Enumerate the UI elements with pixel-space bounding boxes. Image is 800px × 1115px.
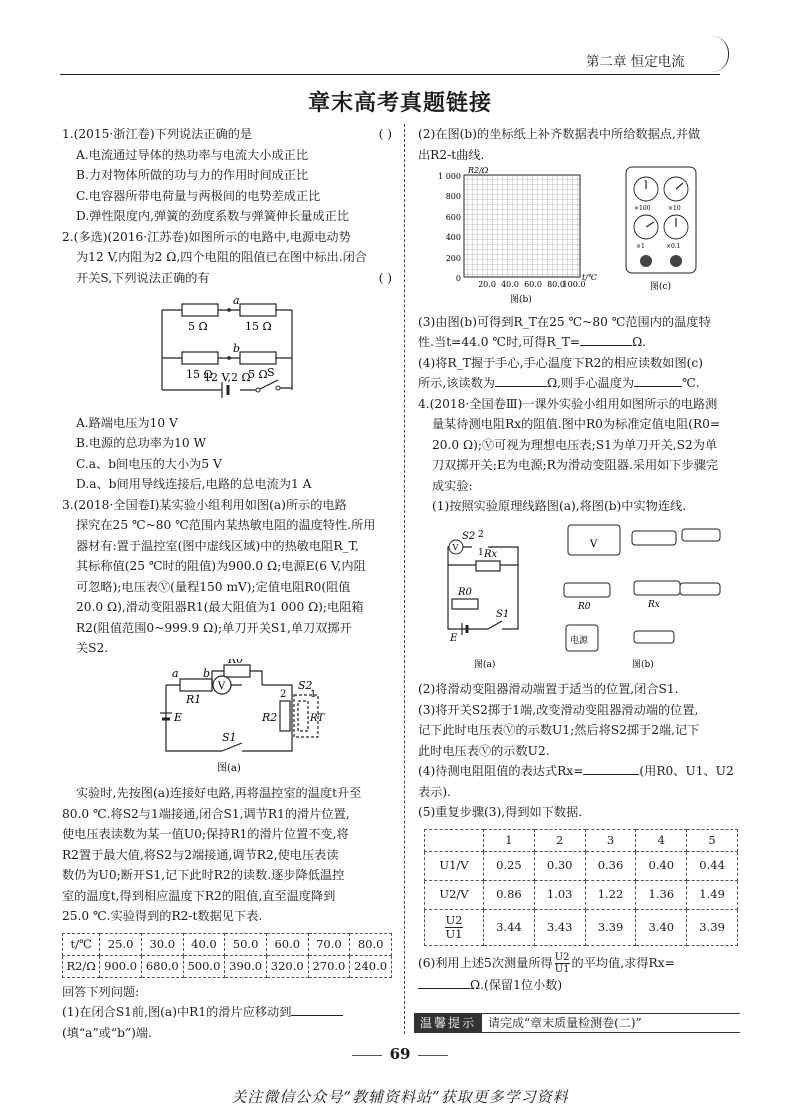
x-tick-label: 80.0: [547, 280, 565, 289]
column-divider: [404, 124, 405, 1034]
q4-stem: (1)按照实验原理线路图(a),将图(b)中实物连线.: [432, 499, 687, 513]
tip-label: 温馨提示: [414, 1014, 482, 1032]
resistor-device-icon: [564, 583, 610, 597]
switch-device-icon: [634, 631, 674, 643]
table-header: 3: [585, 829, 636, 851]
svg-text:R0: R0: [578, 601, 591, 612]
q3-body: 25.0 ℃.实验得到的R2-t数据见下表.: [62, 909, 263, 923]
svg-text:R2/Ω: R2/Ω: [468, 166, 489, 175]
q3-sub2: (2)在图(b)的坐标纸上补齐数据表中所给数据点,并做: [418, 127, 701, 141]
terminal-icon: [670, 255, 682, 267]
q3-body: 使电压表读数为某一值U0;保持R1的滑片位置不变,将: [62, 827, 349, 841]
svg-text:×0.1: ×0.1: [666, 243, 681, 250]
table-header: t/℃: [63, 933, 100, 955]
resistor-label: 5 Ω: [248, 368, 268, 381]
resistor-label: 15 Ω: [186, 368, 213, 381]
svg-text:2: 2: [280, 688, 287, 700]
svg-text:Rx: Rx: [484, 548, 498, 560]
fig-caption: 图(c): [650, 282, 672, 292]
source-label: 12 V,2 Ω: [204, 371, 251, 384]
q3-stem: 其标称值(25 ℃时的阻值)为900.0 Ω;电源E(6 V,内阻: [76, 559, 366, 573]
y-tick-label: 200: [445, 254, 461, 263]
tip-text: 请完成“章末质量检测卷(二)”: [488, 1016, 642, 1030]
q3-stem: 可忽略);电压表Ⓥ(量程150 mV);定值电阻R0(阻值: [76, 579, 351, 594]
svg-text:S2: S2: [462, 530, 476, 542]
y-tick-label: 400: [445, 233, 461, 242]
q3-sub3: 性.当t=44.0 ℃时,可得R_T= Ω.: [418, 332, 754, 353]
svg-text:1: 1: [478, 547, 484, 558]
svg-text:×1: ×1: [636, 243, 645, 250]
svg-text:R1: R1: [186, 692, 202, 706]
svg-text:1: 1: [310, 688, 317, 700]
q3-sub3: (3)由图(b)可得到R_T在25 ℃~80 ℃范围内的温度特: [418, 314, 711, 329]
right-column: [418, 124, 754, 995]
page-number: 69: [0, 1045, 800, 1063]
q2-option-c: C.a、b间电压的大小为5 V: [76, 456, 222, 471]
table-header: 2: [534, 829, 585, 851]
row-label: U1/V: [425, 851, 484, 880]
q3-stem: 20.0 Ω),滑动变阻器R1(最大阻值为1 000 Ω);电阻箱: [76, 600, 364, 614]
answer-blank[interactable]: [291, 1002, 343, 1016]
node-a: [227, 308, 231, 312]
q3-stem: 关S2.: [76, 641, 109, 655]
q1-option-a: A.电流通过导体的热功率与电流大小成正比: [76, 147, 309, 162]
label-a: a: [233, 294, 240, 307]
answer-blank[interactable]: [495, 373, 547, 387]
svg-text:S2: S2: [298, 678, 313, 692]
svg-text:S1: S1: [496, 608, 510, 620]
q4-step: (2)将滑动变阻器滑动端置于适当的位置,闭合S1.: [418, 682, 679, 696]
resistor-device-icon: [632, 531, 676, 545]
rheostat-device-icon: [680, 583, 720, 595]
q4-step: 记下此时电压表Ⓥ的示数U1;然后将S2掷于2端,记下: [418, 723, 700, 737]
svg-text:电源: 电源: [570, 635, 589, 646]
q4-circuit-figure: [418, 517, 754, 673]
switch-label: S: [267, 366, 275, 379]
q3-sub1: (填“a”或“b”)端.: [62, 1025, 152, 1040]
q2-stem: 2.(多选)(2016·江苏卷)如图所示的电路中,电源电动势: [62, 229, 351, 244]
q1-option-b: B.力对物体所做的功与力的作用时间成正比: [76, 168, 309, 182]
q3-body: 80.0 ℃.将S2与1端接通,闭合S1,调节R1的滑片位置,: [62, 806, 350, 821]
q4-data-table: 1 2 3 4 5 U1/V 0.25 0.30 0.36 0.40 0.44 U2/V 0.86 1.03 1.22 1.36 1.49 U2 U1 3.44 3.43 3.39 3.40 3.39: [424, 829, 738, 946]
fig-caption: 图(a): [474, 659, 496, 670]
q3-circuit-diagram: [62, 659, 392, 777]
q2-option-d: D.a、b间用导线连接后,电路的总电流为1 A: [76, 477, 312, 491]
svg-text:E: E: [450, 632, 458, 644]
svg-text:Rx: Rx: [648, 599, 660, 610]
svg-text:R0: R0: [228, 658, 244, 666]
svg-text:2: 2: [478, 529, 484, 540]
q4-sub5: (5)重复步骤(3),得到如下数据.: [418, 805, 583, 819]
x-tick-label: 40.0: [501, 280, 519, 289]
q3-stem: 器材有:置于温控室(图中虚线区域)中的热敏电阻R_T,: [76, 538, 359, 553]
svg-text:R0: R0: [458, 586, 472, 598]
resistor-device-icon: [634, 581, 680, 595]
q4-sub6: Ω.(保留1位小数): [418, 975, 754, 996]
answer-blank[interactable]: [634, 373, 682, 387]
svg-text:RT: RT: [310, 712, 325, 724]
table-header: 4: [636, 829, 687, 851]
q2-stem: 开关S,下列说法正确的有 ( ): [76, 270, 392, 285]
q4-stem: 20.0 Ω);Ⓥ可视为理想电压表;S1为单刀开关,S2为单: [432, 437, 718, 452]
page-title: 章末高考真题链接: [307, 91, 492, 116]
x-tick-label: 60.0: [524, 280, 542, 289]
x-tick-label: 100.0: [562, 280, 586, 289]
chapter-header: 第二章 恒定电流: [586, 54, 685, 70]
q3-stem: 3.(2018·全国卷Ⅰ)某实验小组利用如图(a)所示的电路: [62, 497, 347, 512]
q3-body: 实验时,先按图(a)连接好电路,再将温控室的温度t升至: [76, 786, 362, 800]
answer-blank[interactable]: [580, 332, 632, 346]
q3-sub2: 出R2-t曲线.: [418, 147, 485, 162]
q4-sub6: (6)利用上述5次测量所得 $\frac{U2}{U1}$ 的平均值,求得Rx=: [418, 951, 675, 975]
switch-device-icon: [682, 529, 720, 541]
q4-stem: 成实验:: [432, 478, 473, 493]
q3-sub4: 所示,该读数为 Ω,则手心温度为 ℃.: [418, 373, 754, 394]
y-tick-label: 0: [455, 274, 461, 283]
fig-caption: 图(b): [510, 295, 532, 305]
answer-blank[interactable]: [418, 975, 470, 989]
header-rule: [60, 74, 720, 75]
q3-sub1: (1)在闭合S1前,图(a)中R1的滑片应移动到: [62, 1002, 392, 1023]
table-header: 1: [484, 829, 535, 851]
answer-intro: 回答下列问题:: [62, 984, 140, 999]
table-header: 5: [687, 829, 738, 851]
q3-body: 室的温度t,得到相应温度下R2的阻值,直至温度降到: [62, 888, 336, 903]
tip-banner: [414, 1013, 740, 1033]
svg-text:S1: S1: [222, 730, 237, 744]
resistor-label: 5 Ω: [188, 320, 208, 333]
table-header: R2/Ω: [63, 955, 100, 977]
svg-text:V: V: [590, 538, 598, 550]
q1-stem: 1.(2015·浙江卷)下列说法正确的是 ( ): [62, 127, 392, 141]
q3-body: R2置于最大值,将S2与2端接通,调节R2,使电压表读: [62, 847, 339, 862]
terminal-icon: [640, 255, 652, 267]
q3-stem: 探究在25 ℃~80 ℃范围内某热敏电阻的温度特性.所用: [76, 518, 376, 532]
y-tick-label: 600: [445, 213, 461, 222]
q4-sub4: (4)待测电阻阻值的表达式Rx= (用R0、U1、U2: [418, 761, 754, 782]
row-label: U2/V: [425, 880, 484, 909]
q4-stem: 量某待测电阻Rx的阻值.图中R0为标准定值电阻(R0=: [432, 417, 721, 431]
svg-text:E: E: [174, 710, 183, 724]
q4-step: (3)将开关S2掷于1端,改变滑动变阻器滑动端的位置,: [418, 702, 699, 717]
svg-text:R2: R2: [262, 710, 278, 724]
q2-circuit-diagram: [62, 288, 392, 406]
fig-caption: 图(a): [217, 762, 241, 774]
header-ornament: [712, 36, 729, 72]
q3-data-table: t/℃ 25.0 30.0 40.0 50.0 60.0 70.0 80.0 R2/Ω 900.0 680.0 500.0 390.0 320.0 270.0 240.0: [62, 933, 392, 978]
svg-text:V: V: [452, 542, 459, 552]
q3-sub4: (4)将R_T握于手心,手心温度下R2的相应读数如图(c): [418, 355, 703, 370]
x-tick-label: 20.0: [478, 280, 496, 289]
node-b: [227, 356, 231, 360]
q3-graph-figure: [418, 165, 754, 305]
svg-text:×100: ×100: [634, 205, 651, 212]
q3-body: 数仍为U0;断开S1,记下此时R2的读数.逐步降低温控: [62, 868, 345, 882]
q2-option-b: B.电源的总功率为10 W: [76, 436, 207, 450]
q1-option-d: D.弹性限度内,弹簧的劲度系数与弹簧伸长量成正比: [76, 209, 350, 223]
grid-paper: [464, 175, 580, 277]
y-tick-label: 800: [445, 192, 461, 201]
voltmeter-icon: V: [218, 680, 226, 692]
label-b: b: [233, 342, 241, 355]
y-tick-label: 1 000: [438, 172, 461, 181]
resistor-label: 15 Ω: [245, 320, 272, 333]
svg-text:a: a: [172, 666, 179, 680]
q4-sub4: 表示).: [418, 784, 452, 799]
svg-text:b: b: [203, 666, 211, 680]
fig-caption: 图(b): [632, 659, 654, 670]
q4-step: 此时电压表Ⓥ的示数U2.: [418, 743, 550, 758]
q4-stem: 4.(2018·全国卷Ⅲ)一课外实验小组用如图所示的电路测: [418, 396, 718, 411]
q1-option-c: C.电容器所带电荷量与两极间的电势差成正比: [76, 188, 321, 203]
q3-stem: R2(阻值范围0~999.9 Ω);单刀开关S1,单刀双掷开: [76, 620, 352, 635]
row-label: U2 U1: [425, 909, 484, 945]
left-column: [62, 124, 392, 1043]
q2-stem: 为12 V,内阻为2 Ω,四个电阻的阻值已在图中标出.闭合: [76, 250, 367, 264]
q4-stem: 刀双掷开关;E为电源;R为滑动变阻器.采用如下步骤完: [432, 458, 719, 472]
svg-text:×10: ×10: [668, 205, 681, 212]
answer-blank[interactable]: [583, 761, 639, 775]
footer-watermark: 关注微信公众号“教辅资料站”获取更多学习资料: [231, 1088, 569, 1106]
q2-option-a: A.路端电压为10 V: [76, 415, 178, 430]
svg-text:t/℃: t/℃: [582, 273, 597, 282]
